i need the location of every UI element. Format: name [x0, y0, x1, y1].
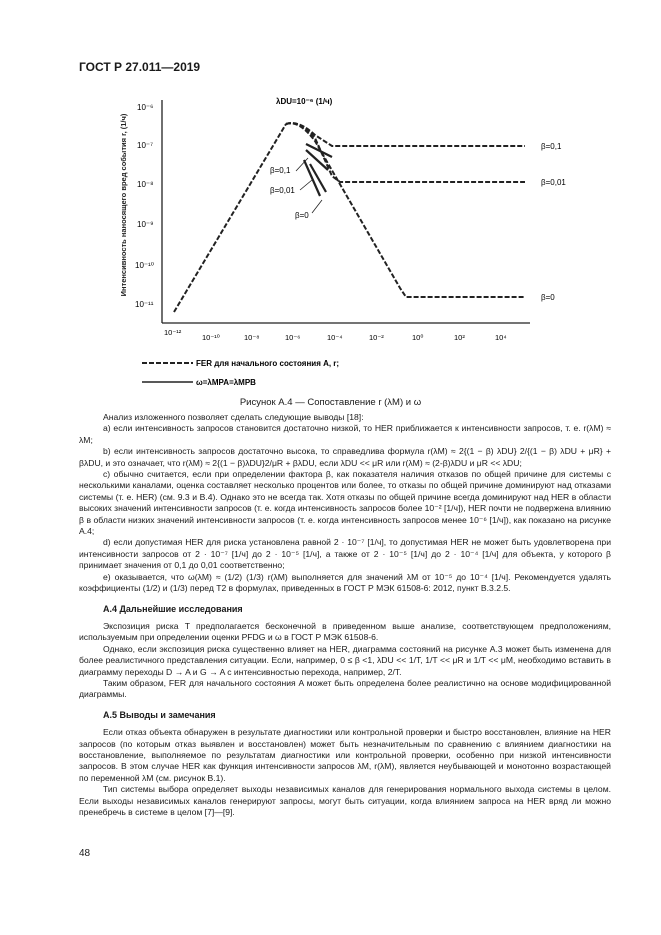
beta-inner-01: β=0,1 — [270, 166, 291, 175]
curve-beta-01 — [286, 123, 525, 146]
y-tick-label: 10⁻⁸ — [137, 180, 154, 189]
section-title-a5: А.5 Выводы и замечания — [103, 709, 216, 720]
x-tick-label: 10² — [454, 333, 465, 342]
document-body — [79, 412, 611, 818]
figure-a4-chart — [100, 88, 640, 408]
paragraph: Тип системы выбора определяет выходы независимых каналов для генерирования нормального выхода системы в целом. Если выходы независимых каналов генерируют запросы, могут быть ситуации, когда влиянием запроса на HER вряд ли можно пренебречь в системе в целом [7]—[9]. — [79, 784, 611, 817]
y-tick-label: 10⁻⁷ — [137, 141, 154, 150]
list-item-a: a) если интенсивность запросов становится достаточно низкой, то HER приближается к интенсивности запросов, т. е. r(λM) ≈ λM; — [79, 423, 611, 445]
paragraph: Таким образом, FER для начального состояния A может быть определена более реалистично на основе модифицированной диаграммы. — [79, 677, 611, 700]
x-tick-group — [164, 328, 507, 342]
curve-beta-0 — [286, 123, 525, 297]
y-tick-label: 10⁻⁹ — [137, 220, 154, 229]
curve-rising-common — [174, 124, 286, 312]
paragraph: Однако, если экспозиция риска существенно влияет на HER, диаграмма состояний на рисунке А.3 может быть изменена для более реалистичного представления ситуации. Если, например, 0 ≤ β <1, λDU << 1/T, 1/T << μR и 1/T << μM, необходимо вставить в диаграмму переходы D → A и G → A с интенсивностью перехода, например, 2/T. — [79, 643, 611, 677]
x-tick-label: 10⁻¹⁰ — [202, 333, 220, 342]
x-tick-label: 10⁻² — [369, 333, 384, 342]
beta-right-01: β=0,1 — [541, 142, 562, 151]
section-title-a4: А.4 Дальнейшие исследования — [103, 603, 243, 614]
x-tick-label: 10⁴ — [495, 333, 507, 342]
paragraph: Анализ изложенного позволяет сделать следующие выводы [18]: — [103, 412, 364, 422]
standard-header: ГОСТ Р 27.011—2019 — [79, 60, 201, 74]
x-tick-label: 10⁻¹² — [164, 328, 182, 337]
paragraph: Если отказ объекта обнаружен в результате диагностики или контрольной проверки и быстро восстановлен, влияние на HER запросов (по которым отказ выявлен и восстановлен) может быть незначительным по сравнению с влиянием диагностики на восстановление, выполняемое по результатам диагностики или контрольной проверки, особенно при низкой интенсивности запросов. В этом случае HER как функция интенсивности запросов λM, r(λM), является неубывающей и монотонно возрастающей по переменной λM (см. рисунок В.1). — [79, 727, 611, 783]
beta-right-0: β=0 — [541, 293, 555, 302]
beta-inner-0-pointer — [312, 200, 322, 213]
figure-caption: Рисунок А.4 — Сопоставление r (λM) и ω — [239, 397, 422, 408]
legend-solid-label: ω=λMPA=λMPB — [196, 378, 256, 387]
y-tick-group — [135, 103, 154, 309]
x-tick-label: 10⁻⁶ — [285, 333, 301, 342]
legend-dashed-label: FER для начального состояния A, r; — [196, 359, 340, 368]
beta-inner-0: β=0 — [295, 211, 309, 220]
y-tick-label: 10⁻¹¹ — [135, 300, 154, 309]
list-item-b: b) если интенсивность запросов достаточно высока, то справедлива формула r(λM) ≈ 2{(1 − β) λDU} 2/{(1 − β) λDU + μR} + βλDU, и это означает, что r(λM) ≈ 2{(1 − β)λDU}2/μR + βλDU, если λDU << μR или r(λM) ≈ (2-β)λDU и μR << λDU; — [79, 446, 611, 468]
lambda-du-label: λDU=10⁻⁶ (1/ч) — [276, 97, 333, 106]
y-tick-label: 10⁻⁶ — [137, 103, 154, 112]
page-number: 48 — [79, 848, 91, 859]
beta-inner-001-pointer — [300, 180, 312, 190]
beta-inner-001: β=0,01 — [270, 186, 295, 195]
paragraph: Экспозиция риска T предполагается бесконечной в приведенном выше анализе, соответствующем предположениям, используемым при определении оценки PFDG и ω в ГОСТ Р МЭК 61508-6. — [79, 620, 611, 643]
list-item-c: c) обычно считается, если при определении фактора β, как показателя наличия отказов по общей причине для системы с несколькими каналами, оценка составляет несколько процентов или более, то отказы по общей причине доминируют над отказами системы (т. е. HER) (см. 9.3 и В.4). Однако это не всегда так. Хотя отказы по общей причине всегда доминируют над HER в области высоких значений интенсивности запросов (т. е. когда интенсивность запросов более 10⁻² [1/ч]), HER почти не подвержена влиянию β в области низких значений интенсивности запросов (т. е. когда интенсивность запросов менее 10⁻⁶ [1/ч]), как показано на рисунке А.4; — [79, 469, 611, 537]
x-tick-label: 10⁻⁴ — [327, 333, 343, 342]
list-item-e: e) оказывается, что ω(λM) ≈ (1/2) (1/3) r(λM) выполняется для значений λM от 10⁻⁵ до 10⁻⁴ [1/ч]. Рекомендуется удалять коэффициенты (1/2) и (1/3) перед T2 в формулах, приведенных в ГОСТ Р МЭК 61508-6: 2012, пункт В.3.2.5. — [79, 571, 611, 594]
x-tick-label: 10⁰ — [412, 333, 424, 342]
y-axis-label: Интенсивность наносящего вред события r, (1/ч) — [119, 113, 128, 297]
list-item-d: d) если допустимая HER для риска установлена равной 2 · 10⁻⁷ [1/ч], то допустимая HER не может быть удовлетворена при интенсивности запросов от 2 · 10⁻⁷ [1/ч] до 2 · 10⁻⁵ [1/ч], а также от 2 · 10⁻⁵ [1/ч] до 2 · 10⁻⁴ [1/ч] для объекта, у которого β принимает значения от 0,1 до 0,01 соответственно; — [79, 537, 611, 571]
y-tick-label: 10⁻¹⁰ — [135, 261, 154, 270]
beta-right-001: β=0,01 — [541, 178, 566, 187]
x-tick-label: 10⁻⁸ — [244, 333, 260, 342]
